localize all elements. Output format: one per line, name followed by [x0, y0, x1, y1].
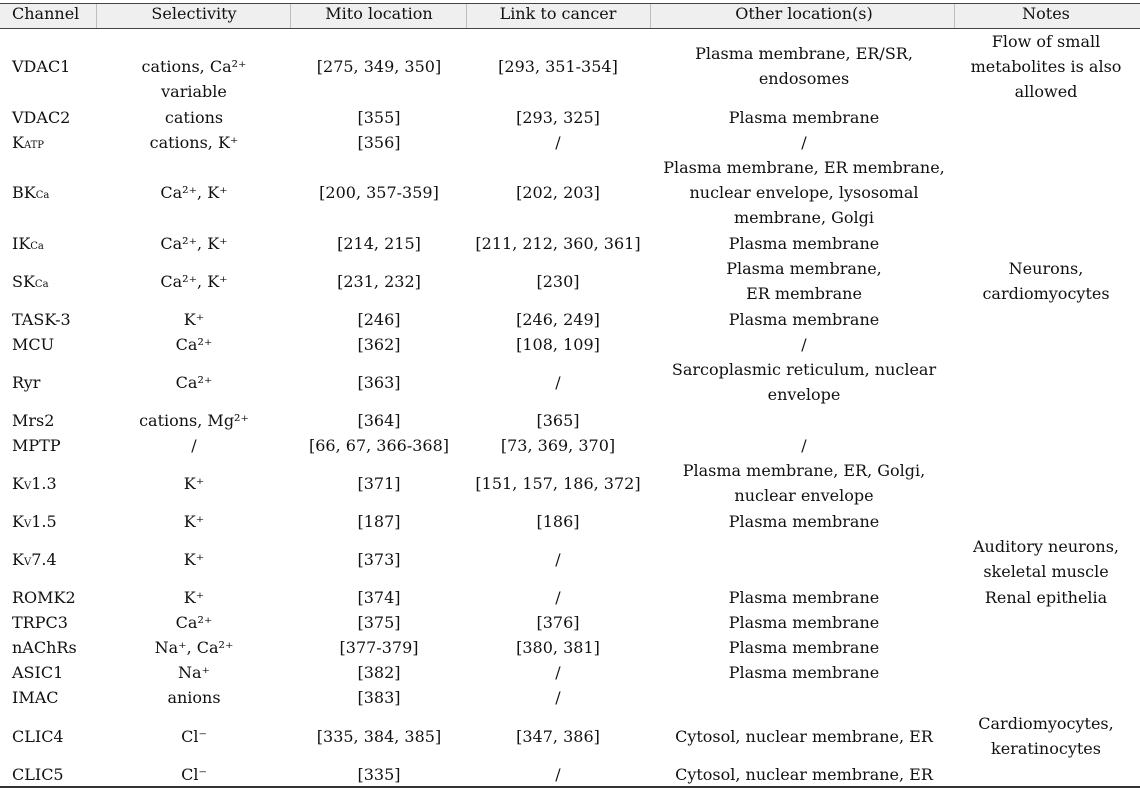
- cell-other: Plasma membrane: [728, 233, 880, 253]
- cell-selectivity: K⁺: [183, 587, 205, 607]
- cell-link: /: [555, 372, 561, 392]
- cell-selectivity: K⁺: [183, 309, 205, 329]
- cell-selectivity: Cl⁻: [181, 726, 207, 746]
- cell-mito: [275, 349, 350]: [316, 56, 442, 76]
- cell-mito: [382]: [357, 662, 401, 682]
- cell-channel: VDAC1: [12, 56, 71, 76]
- cell-mito: [375]: [357, 612, 401, 632]
- cell-link: [211, 212, 360, 361]: [475, 233, 641, 253]
- cell-other: Plasma membrane: [728, 309, 880, 329]
- cell-link: [380, 381]: [516, 637, 600, 657]
- header-divider: [954, 4, 955, 28]
- cell-selectivity: Na⁺: [178, 662, 210, 682]
- cell-selectivity: /: [191, 435, 197, 455]
- cell-link: /: [555, 662, 561, 682]
- cell-other: Cytosol, nuclear membrane, ER: [675, 764, 933, 784]
- cell-other: /: [801, 334, 807, 354]
- cell-link: [293, 351-354]: [498, 56, 618, 76]
- cell-selectivity: Ca²⁺: [175, 372, 213, 392]
- cell-selectivity: K⁺: [183, 473, 205, 493]
- cell-selectivity: Cl⁻: [181, 764, 207, 784]
- cell-selectivity: Ca²⁺: [175, 612, 213, 632]
- cell-channel: KV1.3: [12, 473, 57, 493]
- cell-selectivity: cations, Mg²⁺: [139, 410, 249, 430]
- cell-other: Plasma membrane: [728, 612, 880, 632]
- cell-channel: IMAC: [12, 687, 59, 707]
- header-channel: Channel: [12, 4, 80, 23]
- cell-notes: Neurons, cardiomyocytes: [982, 259, 1110, 303]
- cell-selectivity: Ca²⁺, K⁺: [160, 182, 228, 202]
- cell-selectivity: K⁺: [183, 549, 205, 569]
- cell-mito: [214, 215]: [337, 233, 421, 253]
- cell-mito: [373]: [357, 549, 401, 569]
- cell-channel: IKCa: [12, 233, 44, 253]
- cell-other: Plasma membrane, ER, Golgi, nuclear envelope: [682, 461, 926, 505]
- cell-selectivity: Na⁺, Ca²⁺: [154, 637, 234, 657]
- cell-channel: KV1.5: [12, 511, 57, 531]
- header-other-locations: Other location(s): [735, 4, 873, 23]
- cell-mito: [187]: [357, 511, 401, 531]
- cell-selectivity: Ca²⁺: [175, 334, 213, 354]
- cell-link: [73, 369, 370]: [500, 435, 616, 455]
- cell-link: [108, 109]: [516, 334, 600, 354]
- cell-channel: MCU: [12, 334, 55, 354]
- cell-channel: Ryr: [12, 372, 41, 392]
- cell-selectivity: Ca²⁺, K⁺: [160, 233, 228, 253]
- header-notes: Notes: [1022, 4, 1070, 23]
- cell-mito: [374]: [357, 587, 401, 607]
- cell-mito: [356]: [357, 132, 401, 152]
- cell-selectivity: cations, K⁺: [149, 132, 239, 152]
- cell-channel: KV7.4: [12, 549, 57, 569]
- cell-mito: [246]: [357, 309, 401, 329]
- cell-selectivity: cations: [164, 107, 224, 127]
- cell-notes: Auditory neurons, skeletal muscle: [972, 537, 1119, 581]
- cell-channel: TRPC3: [12, 612, 68, 632]
- cell-link: /: [555, 587, 561, 607]
- cell-other: Plasma membrane: [728, 511, 880, 531]
- header-link-to-cancer: Link to cancer: [499, 4, 617, 23]
- cell-link: [151, 157, 186, 372]: [475, 473, 641, 493]
- cell-channel: CLIC5: [12, 764, 64, 784]
- cell-other: Plasma membrane: [728, 662, 880, 682]
- cell-link: [347, 386]: [516, 726, 600, 746]
- cell-selectivity: K⁺: [183, 511, 205, 531]
- cell-notes: Cardiomyocytes, keratinocytes: [978, 714, 1114, 758]
- cell-other: Cytosol, nuclear membrane, ER: [675, 726, 933, 746]
- cell-other: Plasma membrane: [728, 107, 880, 127]
- cell-link: [186]: [536, 511, 580, 531]
- cell-channel: SKCa: [12, 271, 49, 291]
- cell-other: Plasma membrane, ER membrane: [726, 259, 882, 303]
- cell-mito: [364]: [357, 410, 401, 430]
- cell-mito: [383]: [357, 687, 401, 707]
- cell-channel: KATP: [12, 132, 45, 152]
- cell-channel: ASIC1: [12, 662, 64, 682]
- cell-link: /: [555, 549, 561, 569]
- cell-link: /: [555, 764, 561, 784]
- cell-channel: TASK-3: [12, 309, 71, 329]
- cell-mito: [66, 67, 366-368]: [308, 435, 450, 455]
- cell-channel: BKCa: [12, 182, 50, 202]
- cell-channel: ROMK2: [12, 587, 76, 607]
- cell-other: Plasma membrane: [728, 587, 880, 607]
- cell-channel: VDAC2: [12, 107, 71, 127]
- cell-link: [230]: [536, 271, 580, 291]
- cell-mito: [362]: [357, 334, 401, 354]
- cell-other: /: [801, 435, 807, 455]
- cell-notes: Flow of small metabolites is also allowed: [970, 31, 1122, 101]
- cell-selectivity: cations, Ca²⁺ variable: [141, 56, 247, 101]
- cell-channel: MPTP: [12, 435, 61, 455]
- cell-mito: [377-379]: [339, 637, 419, 657]
- cell-link: /: [555, 132, 561, 152]
- header-mito-location: Mito location: [325, 4, 433, 23]
- cell-channel: CLIC4: [12, 726, 64, 746]
- cell-link: [293, 325]: [516, 107, 600, 127]
- cell-other: Plasma membrane: [728, 637, 880, 657]
- cell-mito: [355]: [357, 107, 401, 127]
- header-divider: [466, 4, 467, 28]
- cell-link: [202, 203]: [516, 182, 600, 202]
- cell-notes: Renal epithelia: [984, 587, 1108, 607]
- cell-channel: Mrs2: [12, 410, 55, 430]
- cell-mito: [231, 232]: [337, 271, 421, 291]
- header-divider: [650, 4, 651, 28]
- cell-other: /: [801, 132, 807, 152]
- cell-mito: [335, 384, 385]: [316, 726, 442, 746]
- cell-other: Plasma membrane, ER/SR, endosomes: [695, 44, 913, 88]
- cell-mito: [335]: [357, 764, 401, 784]
- cell-selectivity: Ca²⁺, K⁺: [160, 271, 228, 291]
- cell-channel: nAChRs: [12, 637, 77, 657]
- cell-other: Sarcoplasmic reticulum, nuclear envelope: [671, 360, 937, 404]
- cell-mito: [200, 357-359]: [319, 182, 439, 202]
- cell-link: [376]: [536, 612, 580, 632]
- cell-link: /: [555, 687, 561, 707]
- cell-selectivity: anions: [167, 687, 221, 707]
- cell-other: Plasma membrane, ER membrane, nuclear envelope, lysosomal membrane, Golgi: [663, 157, 945, 227]
- cell-mito: [371]: [357, 473, 401, 493]
- cell-link: [246, 249]: [516, 309, 600, 329]
- header-divider: [290, 4, 291, 28]
- cell-link: [365]: [536, 410, 580, 430]
- cell-mito: [363]: [357, 372, 401, 392]
- header-selectivity: Selectivity: [151, 4, 237, 23]
